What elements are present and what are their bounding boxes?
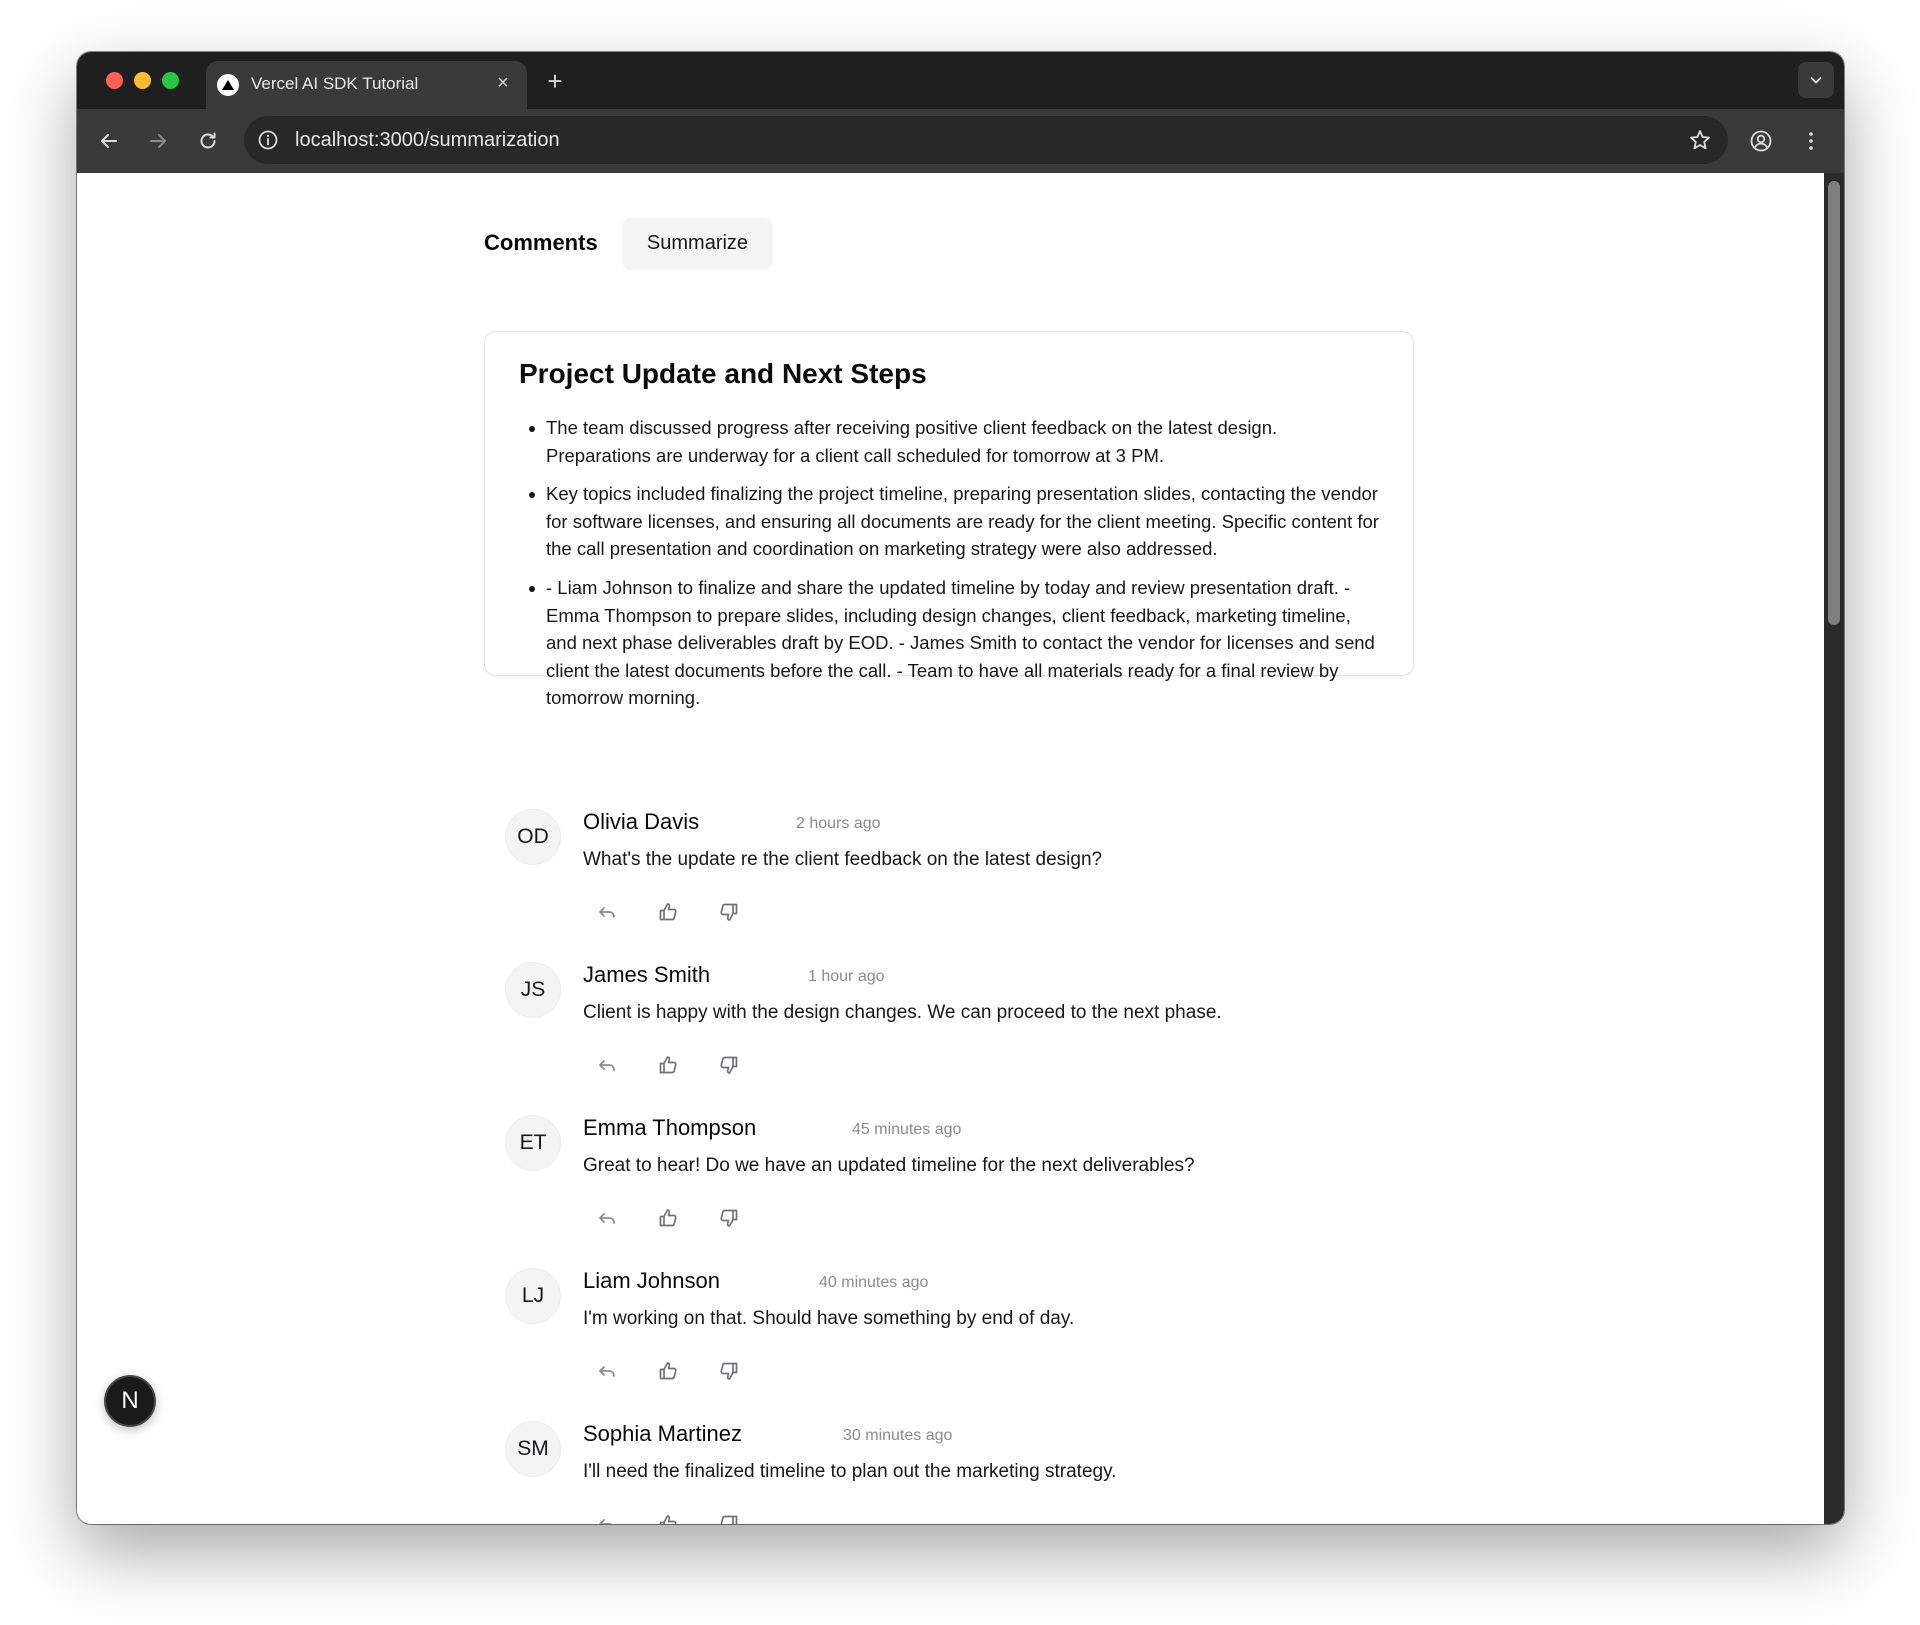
summary-point: The team discussed progress after receiving positive client feedback on the latest design. Preparations are underway for a client call scheduled for tomorrow at 3 PM. bbox=[519, 414, 1379, 469]
like-button[interactable] bbox=[653, 897, 683, 927]
comment-time: 1 hour ago bbox=[808, 968, 885, 985]
avatar: JS bbox=[505, 962, 561, 1018]
like-button[interactable] bbox=[653, 1356, 683, 1386]
thumbs-down-icon bbox=[718, 1360, 740, 1382]
like-button[interactable] bbox=[653, 1050, 683, 1080]
avatar: LJ bbox=[505, 1268, 561, 1324]
comment-author: Liam Johnson bbox=[583, 1268, 720, 1293]
thumbs-up-icon bbox=[657, 1054, 679, 1076]
nextjs-dev-badge[interactable]: N bbox=[104, 1375, 156, 1427]
dislike-button[interactable] bbox=[714, 1356, 744, 1386]
thumbs-up-icon bbox=[657, 901, 679, 923]
maximize-window-button[interactable] bbox=[162, 72, 179, 89]
comment-author: Sophia Martinez bbox=[583, 1421, 742, 1446]
comment-text: Great to hear! Do we have an updated timeline for the next deliverables? bbox=[583, 1155, 1195, 1176]
thumbs-down-icon bbox=[718, 901, 740, 923]
close-window-button[interactable] bbox=[106, 72, 123, 89]
summary-card bbox=[484, 331, 1414, 709]
thumbs-up-icon bbox=[657, 1360, 679, 1382]
reply-icon bbox=[596, 1207, 618, 1229]
reply-button[interactable] bbox=[592, 1203, 622, 1233]
reply-icon bbox=[596, 1513, 618, 1524]
page-title: Comments bbox=[484, 230, 598, 255]
comment-author: Emma Thompson bbox=[583, 1115, 757, 1140]
comment-item bbox=[484, 809, 1414, 959]
tab-title: Vercel AI SDK Tutorial bbox=[251, 74, 419, 93]
comments-header bbox=[484, 218, 1414, 268]
thumbs-down-icon bbox=[718, 1207, 740, 1229]
comment-text: I'll need the finalized timeline to plan out the marketing strategy. bbox=[583, 1461, 1117, 1482]
comment-item bbox=[484, 1115, 1414, 1265]
title-bar bbox=[77, 52, 1844, 109]
reload-button[interactable] bbox=[190, 123, 226, 159]
comment-author: Olivia Davis bbox=[583, 809, 700, 834]
comment-time: 2 hours ago bbox=[796, 815, 881, 832]
vercel-favicon-icon bbox=[217, 74, 239, 96]
comment-item bbox=[484, 962, 1414, 1112]
chevron-down-icon bbox=[1808, 72, 1824, 88]
like-button[interactable] bbox=[653, 1203, 683, 1233]
comment-text: Client is happy with the design changes. We can proceed to the next phase. bbox=[583, 1002, 1222, 1023]
address-bar[interactable] bbox=[244, 116, 1728, 164]
menu-icon bbox=[1799, 129, 1823, 153]
reply-icon bbox=[596, 1360, 618, 1382]
summary-point: - Liam Johnson to finalize and share the updated timeline by today and review presentation draft. - Emma Thompson to prepare slides, including design changes, client feedback, marketing timeline, and next phase deliverables draft by EOD. - James Smith to contact the vendor for licenses and send client the latest documents before the call. - Team to have all materials ready for a final review by tomorrow morning. bbox=[519, 574, 1379, 712]
dislike-button[interactable] bbox=[714, 897, 744, 927]
summarize-button[interactable]: Summarize bbox=[623, 218, 772, 268]
forward-icon bbox=[147, 130, 169, 152]
dislike-button[interactable] bbox=[714, 1203, 744, 1233]
forward-button[interactable] bbox=[140, 123, 176, 159]
reply-button[interactable] bbox=[592, 1050, 622, 1080]
back-button[interactable] bbox=[91, 123, 127, 159]
avatar: OD bbox=[505, 809, 561, 865]
thumbs-down-icon bbox=[718, 1054, 740, 1076]
summary-list bbox=[519, 414, 1379, 723]
browser-window bbox=[77, 52, 1844, 1524]
page-viewport bbox=[77, 173, 1844, 1524]
info-icon bbox=[257, 129, 279, 151]
comment-item bbox=[484, 1421, 1414, 1524]
reply-button[interactable] bbox=[592, 1356, 622, 1386]
reply-icon bbox=[596, 901, 618, 923]
comment-text: I'm working on that. Should have something by end of day. bbox=[583, 1308, 1075, 1329]
star-icon bbox=[1688, 128, 1712, 152]
comment-author: James Smith bbox=[583, 962, 711, 987]
comment-text: What's the update re the client feedback on the latest design? bbox=[583, 849, 1103, 870]
reload-icon bbox=[197, 130, 219, 152]
comment-time: 45 minutes ago bbox=[852, 1121, 962, 1138]
bookmark-button[interactable] bbox=[1686, 126, 1714, 154]
avatar: ET bbox=[505, 1115, 561, 1171]
account-icon bbox=[1749, 129, 1773, 153]
thumbs-up-icon bbox=[657, 1513, 679, 1524]
comment-item bbox=[484, 1268, 1414, 1418]
comment-time: 40 minutes ago bbox=[819, 1274, 929, 1291]
reply-button[interactable] bbox=[592, 1509, 622, 1524]
site-info-button[interactable] bbox=[254, 126, 282, 154]
reply-button[interactable] bbox=[592, 897, 622, 927]
reply-icon bbox=[596, 1054, 618, 1076]
tab-close-icon[interactable]: × bbox=[497, 72, 509, 94]
avatar: SM bbox=[505, 1421, 561, 1477]
summary-point: Key topics included finalizing the project timeline, preparing presentation slides, contacting the vendor for software licenses, and ensuring all documents are ready for the client meeting. Specific content for the call presentation and coordination on marketing strategy were also addressed. bbox=[519, 480, 1379, 563]
back-icon bbox=[98, 130, 120, 152]
active-tab[interactable] bbox=[206, 61, 527, 109]
scrollbar-thumb[interactable] bbox=[1828, 181, 1840, 625]
summary-title: Project Update and Next Steps bbox=[519, 358, 927, 389]
like-button[interactable] bbox=[653, 1509, 683, 1524]
new-tab-button[interactable]: + bbox=[547, 66, 563, 96]
dislike-button[interactable] bbox=[714, 1050, 744, 1080]
profile-button[interactable] bbox=[1743, 123, 1779, 159]
url-text[interactable]: localhost:3000/summarization bbox=[295, 129, 560, 151]
scrollbar[interactable] bbox=[1824, 173, 1844, 1524]
comment-time: 30 minutes ago bbox=[843, 1427, 953, 1444]
thumbs-up-icon bbox=[657, 1207, 679, 1229]
browser-toolbar bbox=[77, 109, 1844, 173]
dislike-button[interactable] bbox=[714, 1509, 744, 1524]
browser-menu-button[interactable] bbox=[1793, 123, 1829, 159]
thumbs-down-icon bbox=[718, 1513, 740, 1524]
tab-search-button[interactable] bbox=[1798, 62, 1834, 98]
minimize-window-button[interactable] bbox=[134, 72, 151, 89]
